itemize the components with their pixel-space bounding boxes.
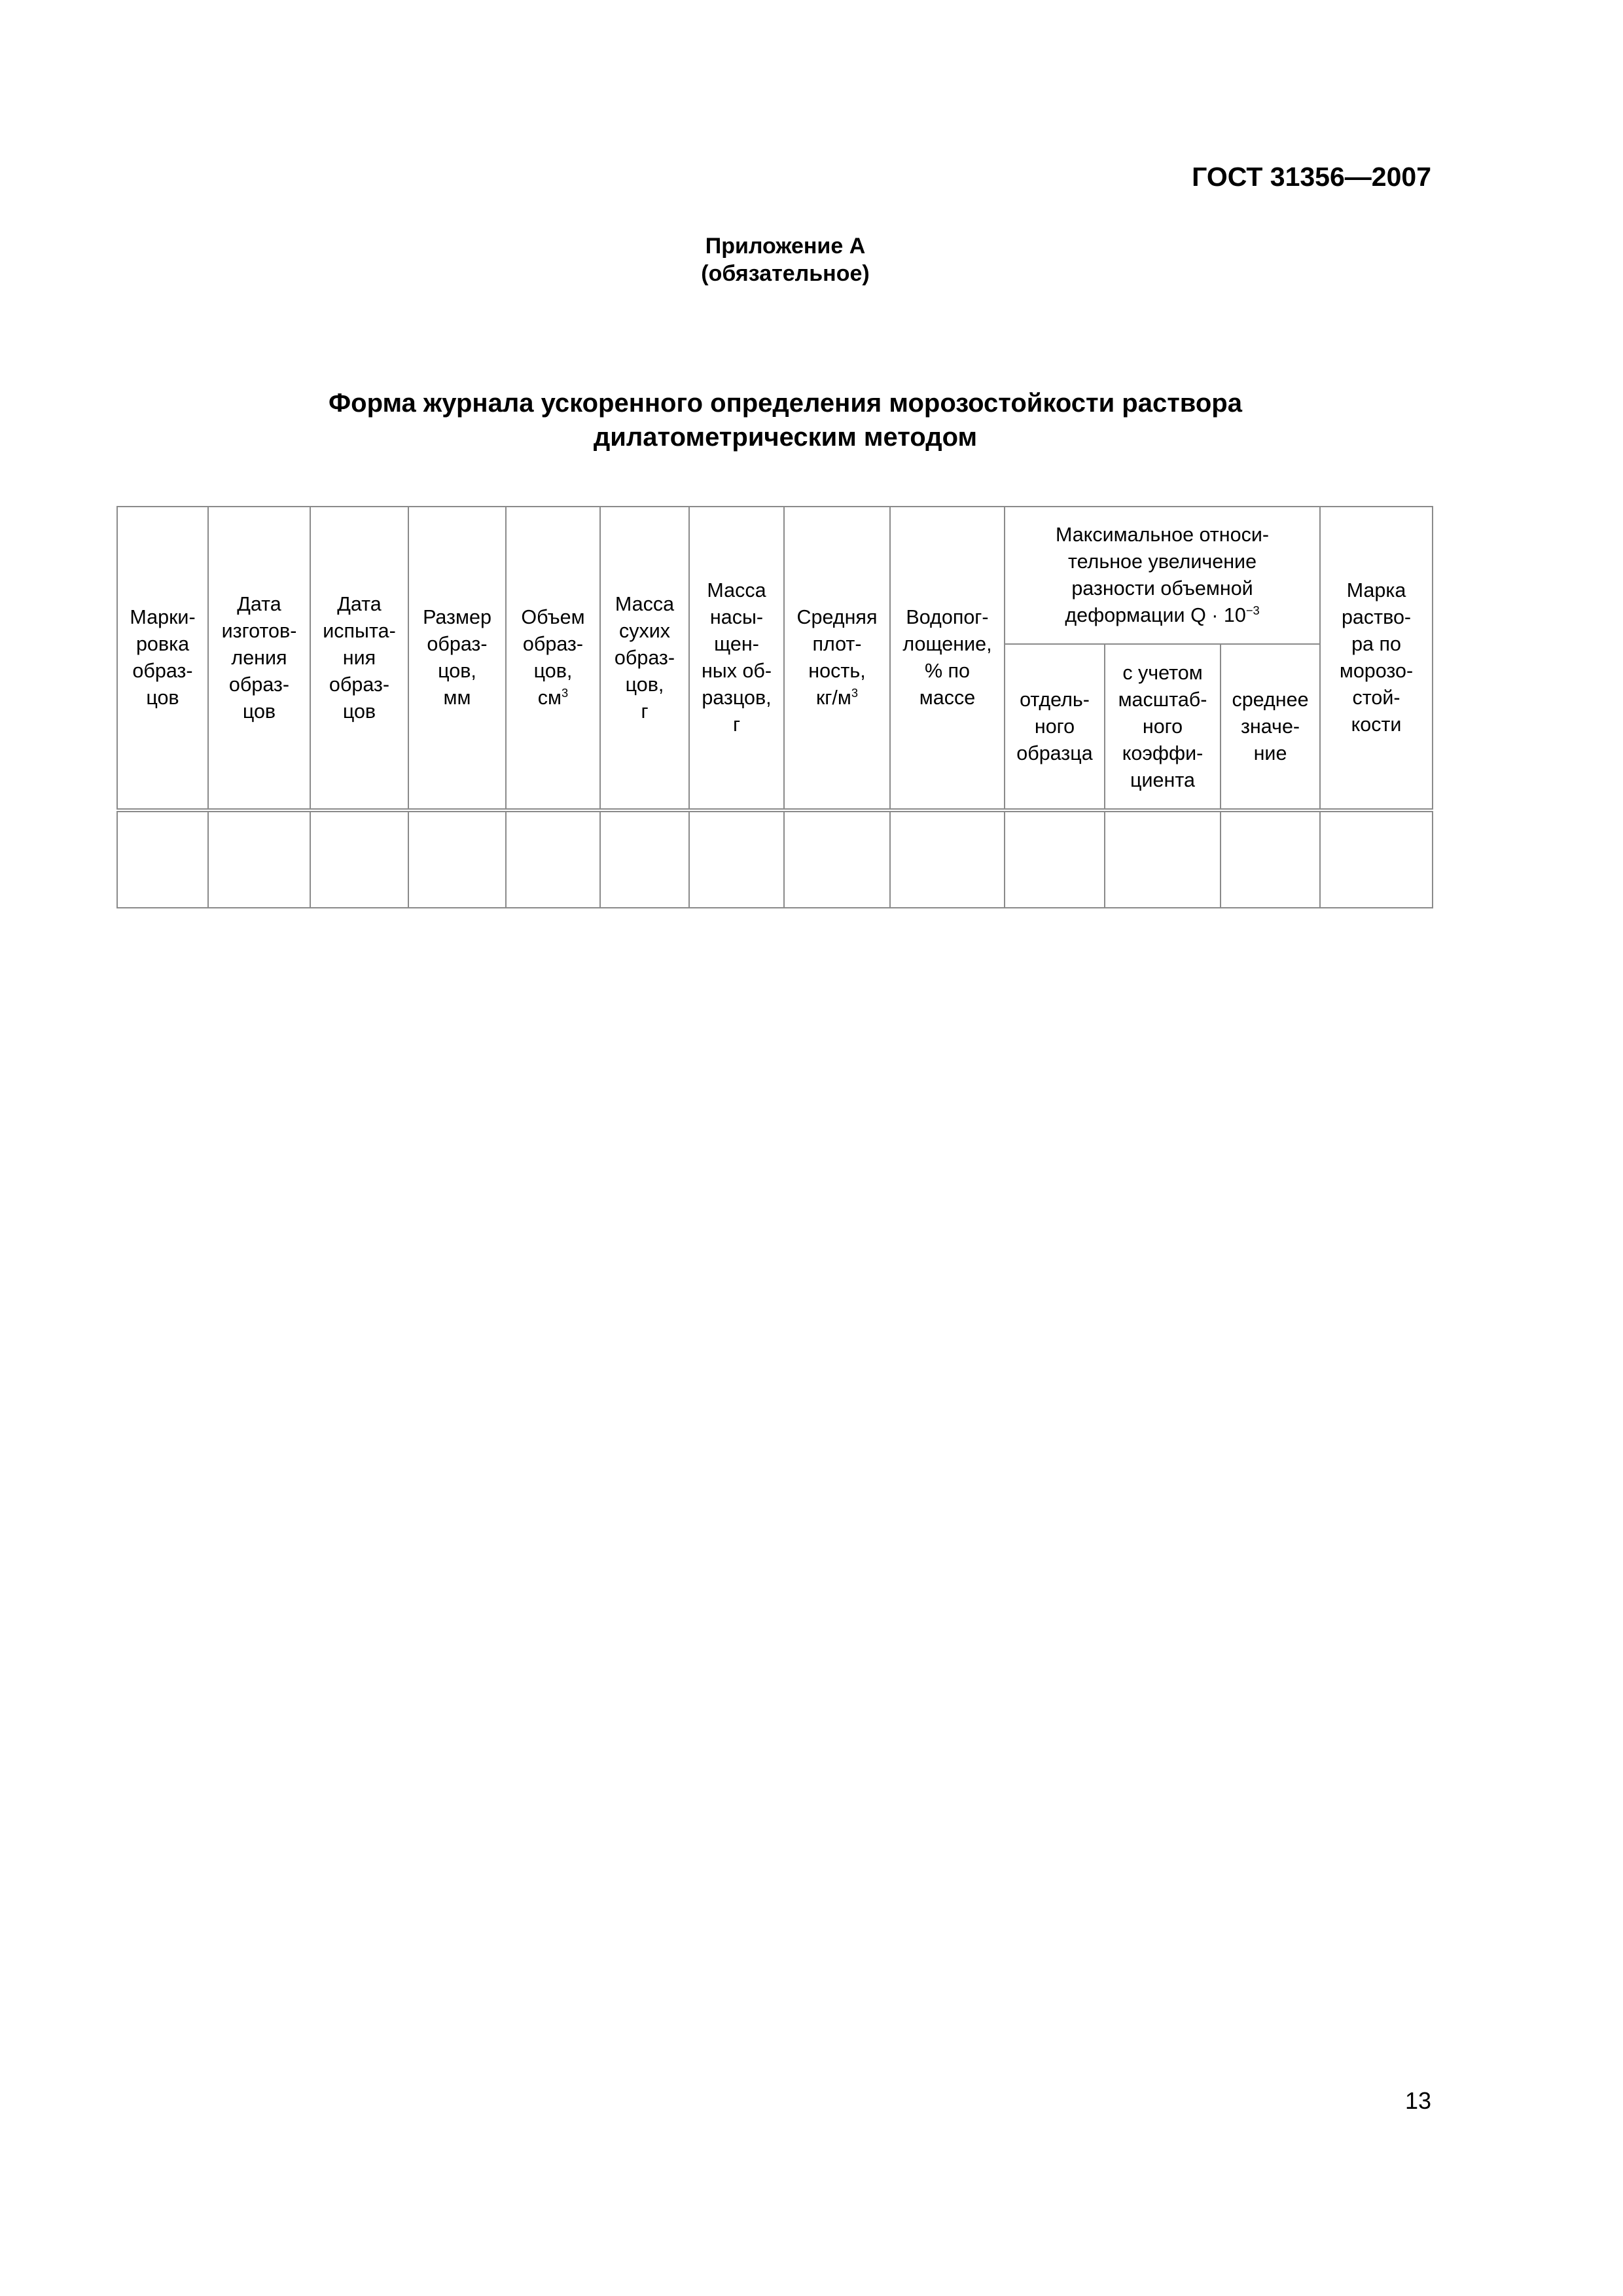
header-line: циента: [1130, 768, 1195, 791]
header-line: мм: [443, 687, 471, 709]
header-frost-grade: [1320, 507, 1433, 810]
header-marking: [117, 507, 208, 810]
header-line: отдель-: [1020, 688, 1090, 711]
table-cell: [784, 810, 890, 908]
header-volume: [506, 507, 600, 810]
header-line: % по: [924, 660, 971, 682]
header-line: образ-: [427, 633, 488, 655]
header-line: Водопог-: [906, 606, 989, 628]
header-line: ра по: [1351, 633, 1401, 655]
header-line: образ-: [228, 673, 290, 696]
header-scale-factor: [1105, 644, 1221, 810]
header-line: цов: [146, 687, 179, 709]
document-code: ГОСТ 31356—2007: [1192, 162, 1431, 192]
header-saturated-mass: [689, 507, 784, 810]
header-line: масштаб-: [1118, 688, 1207, 711]
header-line: сухих: [618, 619, 671, 642]
header-line: разности объемной: [1071, 577, 1253, 600]
appendix-status: (обязательное): [701, 261, 870, 286]
header-test-date-text: [313, 591, 405, 725]
header-line: значе-: [1240, 715, 1300, 738]
header-scale-factor-text: [1108, 660, 1217, 794]
header-line: плот-: [812, 633, 862, 655]
header-line: тельное увеличение: [1067, 550, 1257, 573]
header-line: ние: [1253, 742, 1287, 764]
header-size-text: [412, 604, 503, 711]
header-line: ровка: [135, 633, 190, 655]
header-volume-lines: [509, 604, 597, 685]
appendix-title: Приложение А: [705, 234, 866, 259]
header-line: Максимальное относи-: [1055, 524, 1270, 546]
header-line: Масса: [707, 579, 766, 601]
header-line: разцов,: [702, 687, 772, 709]
table-row: [117, 810, 1433, 908]
header-line: раство-: [1341, 606, 1412, 628]
table-cell: [310, 810, 408, 908]
header-max-deformation-text: [1008, 522, 1317, 629]
header-max-deformation: [1005, 507, 1320, 644]
header-line: образ-: [329, 673, 390, 696]
header-line: образ-: [132, 660, 193, 682]
header-water-absorption-text: [893, 604, 1001, 711]
table-cell: [408, 810, 506, 908]
header-line: г: [641, 700, 649, 723]
header-volume-unit: $см^3$: [537, 685, 569, 709]
header-dry-mass-text: [603, 591, 686, 725]
table-cell: [1221, 810, 1320, 908]
header-dry-mass: [600, 507, 689, 810]
header-manufacture-date: [208, 507, 310, 810]
page-number: 13: [1404, 2087, 1431, 2114]
header-density: [784, 507, 890, 810]
table-cell: [1320, 810, 1433, 908]
header-density-text: [787, 604, 887, 711]
header-line: г: [732, 713, 741, 736]
header-line: насы-: [709, 606, 764, 628]
header-line: цов,: [533, 660, 573, 682]
header-max-deformation-lines: [1008, 522, 1317, 602]
header-line: цов,: [625, 673, 664, 696]
header-line: Дата: [237, 592, 281, 615]
header-line: ления: [231, 646, 287, 669]
table-cell: [506, 810, 600, 908]
header-line: ных об-: [701, 660, 772, 682]
form-title: [196, 386, 1374, 454]
header-line: с учетом: [1122, 661, 1203, 684]
header-line: ного: [1142, 715, 1183, 738]
header-line: изготов-: [221, 619, 297, 642]
journal-table: [116, 506, 1433, 908]
header-line: Размер: [423, 606, 491, 628]
table-cell: [890, 810, 1005, 908]
appendix-heading: [458, 232, 1113, 287]
header-line: ного: [1034, 715, 1075, 738]
header-line: Марки-: [130, 606, 196, 628]
form-title-line-2: дилатометрическим методом: [593, 423, 978, 452]
header-line: Марка: [1346, 579, 1406, 601]
header-line: образца: [1016, 742, 1093, 764]
header-line: образ-: [614, 646, 675, 669]
header-line: цов: [242, 700, 276, 723]
header-test-date: [310, 507, 408, 810]
header-frost-grade-text: [1323, 577, 1429, 738]
form-title-line-1: Форма журнала ускоренного определения морозостойкости раствора: [329, 389, 1242, 418]
header-individual-sample-text: [1008, 687, 1101, 767]
header-line: образ-: [522, 633, 584, 655]
header-average-value-text: [1224, 687, 1317, 767]
header-volume-text: [509, 604, 597, 711]
header-line: испыта-: [323, 619, 396, 642]
header-line: морозо-: [1339, 660, 1414, 682]
header-average-value: [1221, 644, 1320, 810]
table-cell: [1105, 810, 1221, 908]
table-cell: [1005, 810, 1105, 908]
header-line: цов: [342, 700, 376, 723]
header-density-lines: [787, 604, 887, 685]
header-line: стой-: [1352, 687, 1400, 709]
header-line: щен-: [714, 633, 759, 655]
header-marking-text: [120, 604, 205, 711]
header-size: [408, 507, 506, 810]
table-cell: [600, 810, 689, 908]
header-line: ность,: [808, 660, 866, 682]
table-cell: [117, 810, 208, 908]
header-line: Дата: [337, 592, 382, 615]
header-saturated-mass-text: [692, 577, 781, 738]
header-max-deformation-formula: деформации $Q \cdot 10^{-3}$: [1065, 603, 1260, 626]
header-line: Средняя: [796, 606, 878, 628]
header-manufacture-date-text: [211, 591, 307, 725]
header-line: массе: [919, 687, 976, 709]
table-cell: [208, 810, 310, 908]
header-line: Объем: [521, 606, 585, 628]
header-line: ния: [342, 646, 376, 669]
header-density-unit: $кг/м^3$: [815, 685, 859, 709]
header-line: лощение,: [902, 633, 992, 655]
header-line: Масса: [615, 592, 675, 615]
header-line: цов,: [438, 660, 476, 682]
header-individual-sample: [1005, 644, 1105, 810]
header-line: кости: [1351, 713, 1402, 736]
header-line: коэффи-: [1122, 742, 1204, 764]
header-water-absorption: [890, 507, 1005, 810]
header-line: среднее: [1232, 688, 1309, 711]
table-cell: [689, 810, 784, 908]
